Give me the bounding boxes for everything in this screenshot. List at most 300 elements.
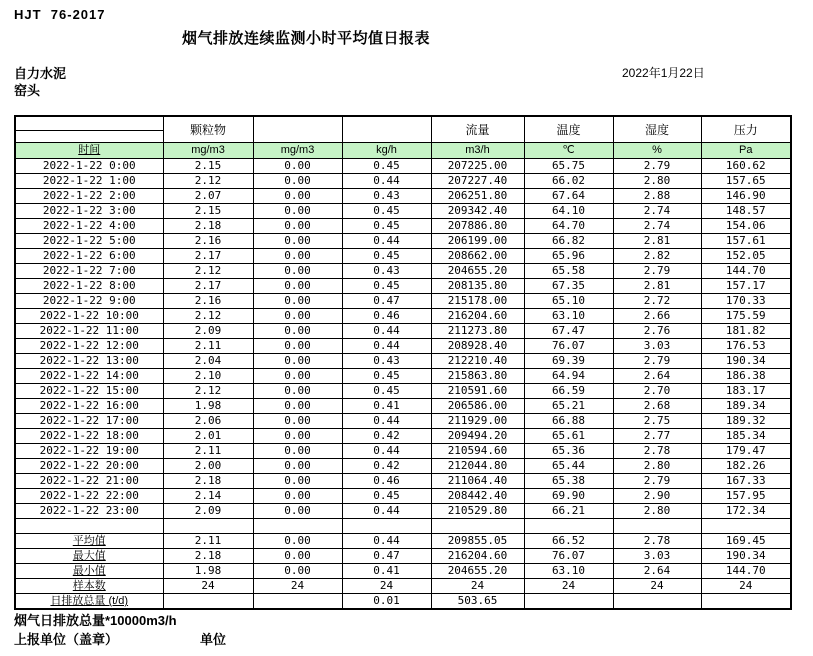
data-row	[15, 324, 791, 339]
value-cell	[163, 594, 253, 610]
value-cell: 2.79	[613, 159, 701, 174]
value-cell: 0.00	[253, 369, 342, 384]
value-cell: 175.59	[701, 309, 791, 324]
table-body	[15, 159, 791, 610]
value-cell: 0.00	[253, 549, 342, 564]
value-cell: 169.45	[701, 534, 791, 549]
value-cell: 2.64	[613, 369, 701, 384]
time-cell: 2022-1-22 3:00	[15, 204, 163, 219]
data-row	[15, 399, 791, 414]
value-cell: 189.34	[701, 399, 791, 414]
value-cell: 170.33	[701, 294, 791, 309]
empty-cell	[701, 519, 791, 534]
time-cell: 2022-1-22 5:00	[15, 234, 163, 249]
value-cell: 2.11	[163, 339, 253, 354]
value-cell: 211273.80	[431, 324, 524, 339]
value-cell: 2.16	[163, 234, 253, 249]
data-row	[15, 174, 791, 189]
value-cell: 190.34	[701, 354, 791, 369]
empty-cell	[613, 519, 701, 534]
value-cell: 208442.40	[431, 489, 524, 504]
value-cell: 148.57	[701, 204, 791, 219]
value-cell: 0.00	[253, 279, 342, 294]
value-cell: 2.78	[613, 534, 701, 549]
value-cell: 207225.00	[431, 159, 524, 174]
value-cell: 0.45	[342, 219, 431, 234]
summary-row	[15, 579, 791, 594]
time-cell: 2022-1-22 7:00	[15, 264, 163, 279]
value-cell: 2.12	[163, 174, 253, 189]
value-cell: 2.04	[163, 354, 253, 369]
value-cell: 172.34	[701, 504, 791, 519]
group-header-blank-1	[253, 116, 342, 143]
value-cell: 2.14	[163, 489, 253, 504]
data-row	[15, 264, 791, 279]
value-cell: 210591.60	[431, 384, 524, 399]
empty-cell	[342, 519, 431, 534]
value-cell: 0.00	[253, 384, 342, 399]
value-cell: 2.79	[613, 264, 701, 279]
value-cell: 2.74	[613, 204, 701, 219]
value-cell: 65.10	[524, 294, 613, 309]
value-cell: 69.39	[524, 354, 613, 369]
value-cell: 144.70	[701, 264, 791, 279]
value-cell: 65.44	[524, 459, 613, 474]
value-cell: 215178.00	[431, 294, 524, 309]
value-cell: 157.95	[701, 489, 791, 504]
time-cell: 2022-1-22 22:00	[15, 489, 163, 504]
value-cell: 64.10	[524, 204, 613, 219]
value-cell: 207227.40	[431, 174, 524, 189]
value-cell: 63.10	[524, 309, 613, 324]
value-cell: 0.44	[342, 324, 431, 339]
value-cell: 0.00	[253, 264, 342, 279]
report-date: 2022年1月22日	[622, 66, 705, 80]
value-cell: 216204.60	[431, 309, 524, 324]
monitoring-point-name: 窑头	[14, 83, 41, 98]
value-cell: 204655.20	[431, 564, 524, 579]
unit-time: 时间	[15, 143, 163, 159]
value-cell: 189.32	[701, 414, 791, 429]
group-header-humidity: 湿度	[613, 116, 701, 143]
value-cell: 67.47	[524, 324, 613, 339]
value-cell: 24	[524, 579, 613, 594]
value-cell: 206251.80	[431, 189, 524, 204]
value-cell: 2.06	[163, 414, 253, 429]
unit-mgm3-2: mg/m3	[253, 143, 342, 159]
value-cell: 2.17	[163, 249, 253, 264]
value-cell: 2.12	[163, 264, 253, 279]
time-cell: 2022-1-22 23:00	[15, 504, 163, 519]
value-cell: 67.64	[524, 189, 613, 204]
value-cell: 0.00	[253, 309, 342, 324]
value-cell: 0.45	[342, 489, 431, 504]
empty-cell	[253, 519, 342, 534]
value-cell: 2.81	[613, 279, 701, 294]
data-row	[15, 159, 791, 174]
spacer-row	[15, 519, 791, 534]
value-cell: 0.00	[253, 174, 342, 189]
value-cell: 66.02	[524, 174, 613, 189]
value-cell: 0.00	[253, 414, 342, 429]
value-cell: 24	[613, 579, 701, 594]
value-cell: 76.07	[524, 339, 613, 354]
unit-percent: %	[613, 143, 701, 159]
report-table	[14, 115, 792, 610]
unit-mgm3-1: mg/m3	[163, 143, 253, 159]
value-cell: 24	[431, 579, 524, 594]
split-divider-line	[16, 117, 163, 131]
value-cell: 2.09	[163, 324, 253, 339]
value-cell: 211929.00	[431, 414, 524, 429]
value-cell: 69.90	[524, 489, 613, 504]
value-cell: 66.52	[524, 534, 613, 549]
time-cell: 2022-1-22 11:00	[15, 324, 163, 339]
value-cell: 2.88	[613, 189, 701, 204]
value-cell: 0.00	[253, 399, 342, 414]
value-cell: 0.00	[253, 324, 342, 339]
value-cell: 211064.40	[431, 474, 524, 489]
value-cell: 0.43	[342, 354, 431, 369]
time-cell: 2022-1-22 21:00	[15, 474, 163, 489]
value-cell: 2.15	[163, 204, 253, 219]
data-row	[15, 459, 791, 474]
value-cell: 65.96	[524, 249, 613, 264]
value-cell: 183.17	[701, 384, 791, 399]
summary-label: 样本数	[15, 579, 163, 594]
data-row	[15, 234, 791, 249]
value-cell	[613, 594, 701, 610]
value-cell: 65.61	[524, 429, 613, 444]
value-cell: 2.00	[163, 459, 253, 474]
value-cell: 190.34	[701, 549, 791, 564]
summary-row	[15, 594, 791, 610]
value-cell: 0.41	[342, 564, 431, 579]
time-group-cell	[15, 116, 163, 143]
value-cell: 212210.40	[431, 354, 524, 369]
value-cell: 2.17	[163, 279, 253, 294]
summary-label: 日排放总量 (t/d)	[15, 594, 163, 610]
value-cell: 209342.40	[431, 204, 524, 219]
value-cell: 215863.80	[431, 369, 524, 384]
value-cell: 0.00	[253, 294, 342, 309]
value-cell: 2.18	[163, 474, 253, 489]
value-cell: 0.47	[342, 294, 431, 309]
value-cell: 24	[342, 579, 431, 594]
value-cell: 206199.00	[431, 234, 524, 249]
value-cell	[524, 594, 613, 610]
summary-label: 最小值	[15, 564, 163, 579]
time-cell: 2022-1-22 8:00	[15, 279, 163, 294]
value-cell: 2.66	[613, 309, 701, 324]
value-cell: 0.45	[342, 279, 431, 294]
unit-m3h: m3/h	[431, 143, 524, 159]
value-cell: 2.76	[613, 324, 701, 339]
value-cell: 2.01	[163, 429, 253, 444]
value-cell: 0.44	[342, 534, 431, 549]
value-cell: 2.12	[163, 384, 253, 399]
value-cell: 157.65	[701, 174, 791, 189]
value-cell: 2.80	[613, 459, 701, 474]
value-cell: 65.75	[524, 159, 613, 174]
summary-label: 最大值	[15, 549, 163, 564]
value-cell: 0.44	[342, 234, 431, 249]
value-cell: 2.79	[613, 474, 701, 489]
data-row	[15, 414, 791, 429]
value-cell: 0.42	[342, 429, 431, 444]
report-title: 烟气排放连续监测小时平均值日报表	[181, 30, 430, 47]
value-cell: 2.74	[613, 219, 701, 234]
summary-row	[15, 534, 791, 549]
data-row	[15, 249, 791, 264]
value-cell: 0.44	[342, 414, 431, 429]
value-cell: 0.43	[342, 189, 431, 204]
value-cell: 160.62	[701, 159, 791, 174]
data-row	[15, 474, 791, 489]
value-cell: 208662.00	[431, 249, 524, 264]
value-cell: 0.44	[342, 339, 431, 354]
data-row	[15, 489, 791, 504]
value-cell: 76.07	[524, 549, 613, 564]
value-cell: 2.11	[163, 534, 253, 549]
value-cell: 181.82	[701, 324, 791, 339]
standard-code: HJT 76-2017	[14, 7, 106, 22]
value-cell: 0.00	[253, 249, 342, 264]
table-header	[15, 116, 791, 159]
group-header-pressure: 压力	[701, 116, 791, 143]
empty-cell	[524, 519, 613, 534]
value-cell: 0.42	[342, 459, 431, 474]
value-cell: 210529.80	[431, 504, 524, 519]
time-cell: 2022-1-22 18:00	[15, 429, 163, 444]
value-cell: 2.77	[613, 429, 701, 444]
value-cell: 65.38	[524, 474, 613, 489]
value-cell: 0.46	[342, 474, 431, 489]
value-cell: 0.00	[253, 564, 342, 579]
value-cell: 0.44	[342, 444, 431, 459]
value-cell: 0.01	[342, 594, 431, 610]
value-cell: 2.72	[613, 294, 701, 309]
time-cell: 2022-1-22 12:00	[15, 339, 163, 354]
value-cell: 208135.80	[431, 279, 524, 294]
unit-header-row	[15, 143, 791, 159]
time-cell: 2022-1-22 19:00	[15, 444, 163, 459]
value-cell: 154.06	[701, 219, 791, 234]
value-cell: 157.17	[701, 279, 791, 294]
value-cell: 0.46	[342, 309, 431, 324]
value-cell: 2.75	[613, 414, 701, 429]
value-cell: 216204.60	[431, 549, 524, 564]
value-cell: 0.45	[342, 384, 431, 399]
value-cell: 152.05	[701, 249, 791, 264]
value-cell: 0.00	[253, 534, 342, 549]
summary-row	[15, 549, 791, 564]
empty-cell	[15, 519, 163, 534]
value-cell: 0.00	[253, 429, 342, 444]
reporting-unit-stamp-label: 上报单位（盖章）	[14, 632, 119, 647]
value-cell: 2.70	[613, 384, 701, 399]
data-row	[15, 204, 791, 219]
time-cell: 2022-1-22 10:00	[15, 309, 163, 324]
value-cell	[253, 594, 342, 610]
value-cell: 176.53	[701, 339, 791, 354]
value-cell: 2.64	[613, 564, 701, 579]
value-cell: 3.03	[613, 549, 701, 564]
value-cell: 210594.60	[431, 444, 524, 459]
time-cell: 2022-1-22 15:00	[15, 384, 163, 399]
value-cell: 0.45	[342, 249, 431, 264]
value-cell: 204655.20	[431, 264, 524, 279]
value-cell: 1.98	[163, 564, 253, 579]
data-row	[15, 279, 791, 294]
data-row	[15, 384, 791, 399]
value-cell: 65.58	[524, 264, 613, 279]
data-row	[15, 429, 791, 444]
unit-kgh: kg/h	[342, 143, 431, 159]
value-cell: 63.10	[524, 564, 613, 579]
data-row	[15, 354, 791, 369]
unit-celsius: ℃	[524, 143, 613, 159]
summary-row	[15, 564, 791, 579]
time-cell: 2022-1-22 2:00	[15, 189, 163, 204]
value-cell: 2.15	[163, 159, 253, 174]
value-cell: 2.12	[163, 309, 253, 324]
value-cell: 206586.00	[431, 399, 524, 414]
value-cell: 0.00	[253, 204, 342, 219]
value-cell: 0.00	[253, 459, 342, 474]
value-cell: 179.47	[701, 444, 791, 459]
time-cell: 2022-1-22 1:00	[15, 174, 163, 189]
value-cell: 0.00	[253, 339, 342, 354]
flow-total-footnote: 烟气日排放总量*10000m3/h	[14, 613, 177, 628]
summary-label: 平均值	[15, 534, 163, 549]
value-cell: 2.80	[613, 504, 701, 519]
time-cell: 2022-1-22 16:00	[15, 399, 163, 414]
group-header-temperature: 温度	[524, 116, 613, 143]
data-row	[15, 504, 791, 519]
company-name: 自力水泥	[14, 66, 67, 81]
value-cell	[701, 594, 791, 610]
data-row	[15, 309, 791, 324]
value-cell: 0.45	[342, 159, 431, 174]
value-cell: 212044.80	[431, 459, 524, 474]
value-cell: 503.65	[431, 594, 524, 610]
value-cell: 0.00	[253, 219, 342, 234]
value-cell: 3.03	[613, 339, 701, 354]
time-cell: 2022-1-22 13:00	[15, 354, 163, 369]
data-row	[15, 189, 791, 204]
value-cell: 2.18	[163, 219, 253, 234]
value-cell: 209494.20	[431, 429, 524, 444]
time-cell: 2022-1-22 17:00	[15, 414, 163, 429]
unit-pa: Pa	[701, 143, 791, 159]
value-cell: 0.00	[253, 189, 342, 204]
group-header-blank-2	[342, 116, 431, 143]
value-cell: 0.41	[342, 399, 431, 414]
value-cell: 167.33	[701, 474, 791, 489]
value-cell: 0.00	[253, 159, 342, 174]
value-cell: 0.00	[253, 489, 342, 504]
value-cell: 2.82	[613, 249, 701, 264]
value-cell: 0.00	[253, 504, 342, 519]
value-cell: 209855.05	[431, 534, 524, 549]
unit-label: 单位	[200, 632, 227, 647]
value-cell: 157.61	[701, 234, 791, 249]
value-cell: 0.47	[342, 549, 431, 564]
group-header-flow: 流量	[431, 116, 524, 143]
data-row	[15, 294, 791, 309]
value-cell: 64.70	[524, 219, 613, 234]
value-cell: 144.70	[701, 564, 791, 579]
value-cell: 0.00	[253, 234, 342, 249]
value-cell: 146.90	[701, 189, 791, 204]
time-cell: 2022-1-22 4:00	[15, 219, 163, 234]
value-cell: 0.44	[342, 504, 431, 519]
value-cell: 0.45	[342, 369, 431, 384]
value-cell: 66.21	[524, 504, 613, 519]
value-cell: 207886.80	[431, 219, 524, 234]
value-cell: 2.79	[613, 354, 701, 369]
value-cell: 2.78	[613, 444, 701, 459]
value-cell: 182.26	[701, 459, 791, 474]
value-cell: 2.81	[613, 234, 701, 249]
value-cell: 0.00	[253, 474, 342, 489]
data-row	[15, 444, 791, 459]
value-cell: 64.94	[524, 369, 613, 384]
value-cell: 67.35	[524, 279, 613, 294]
value-cell: 0.00	[253, 354, 342, 369]
value-cell: 2.16	[163, 294, 253, 309]
value-cell: 2.18	[163, 549, 253, 564]
time-cell: 2022-1-22 0:00	[15, 159, 163, 174]
value-cell: 2.90	[613, 489, 701, 504]
value-cell: 0.44	[342, 174, 431, 189]
value-cell: 65.21	[524, 399, 613, 414]
value-cell: 2.68	[613, 399, 701, 414]
value-cell: 185.34	[701, 429, 791, 444]
group-header-particulate: 颗粒物	[163, 116, 253, 143]
time-cell: 2022-1-22 6:00	[15, 249, 163, 264]
value-cell: 2.10	[163, 369, 253, 384]
value-cell: 186.38	[701, 369, 791, 384]
group-header-row	[15, 116, 791, 143]
value-cell: 208928.40	[431, 339, 524, 354]
value-cell: 0.43	[342, 264, 431, 279]
empty-cell	[431, 519, 524, 534]
value-cell: 66.59	[524, 384, 613, 399]
data-row	[15, 369, 791, 384]
value-cell: 0.00	[253, 444, 342, 459]
value-cell: 2.07	[163, 189, 253, 204]
data-row	[15, 339, 791, 354]
value-cell: 0.45	[342, 204, 431, 219]
time-cell: 2022-1-22 14:00	[15, 369, 163, 384]
value-cell: 2.11	[163, 444, 253, 459]
value-cell: 66.88	[524, 414, 613, 429]
empty-cell	[163, 519, 253, 534]
time-cell: 2022-1-22 20:00	[15, 459, 163, 474]
value-cell: 24	[163, 579, 253, 594]
value-cell: 1.98	[163, 399, 253, 414]
time-cell: 2022-1-22 9:00	[15, 294, 163, 309]
value-cell: 66.82	[524, 234, 613, 249]
data-row	[15, 219, 791, 234]
value-cell: 24	[253, 579, 342, 594]
value-cell: 2.09	[163, 504, 253, 519]
value-cell: 24	[701, 579, 791, 594]
value-cell: 65.36	[524, 444, 613, 459]
value-cell: 2.80	[613, 174, 701, 189]
